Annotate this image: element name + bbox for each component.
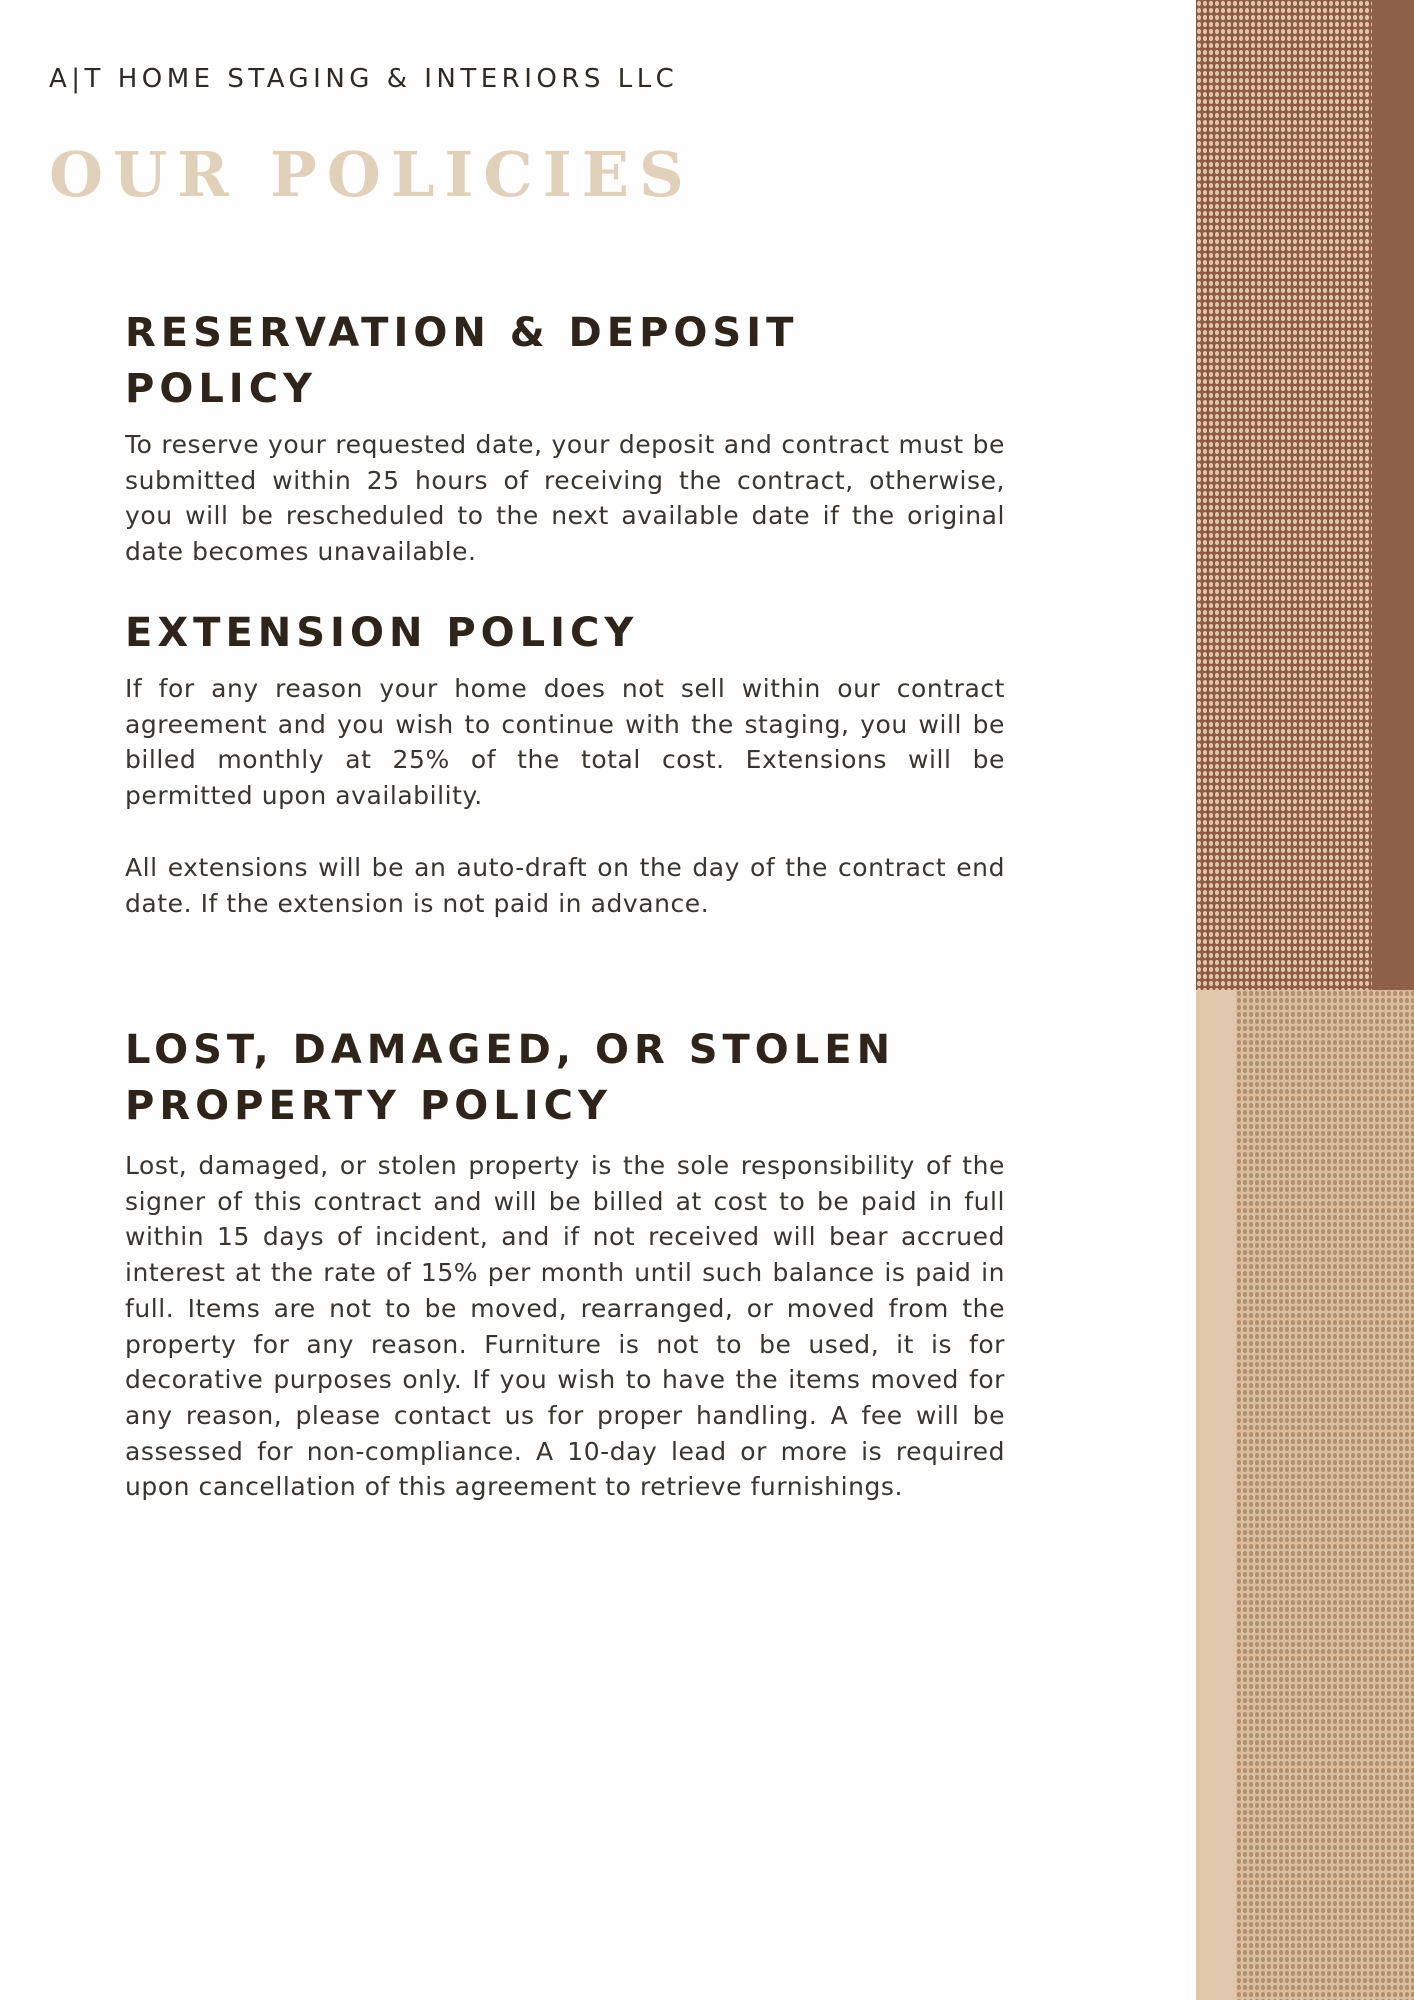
extension-policy-heading: EXTENSION POLICY: [125, 610, 639, 656]
property-policy-text: Lost, damaged, or stolen property is the sole responsibility of the signer of this contract and will be billed at cost to be paid in full within 15 days of incident, and if not received will bear accrued interest at the rate of 15% per month until such balance is paid in full. Items are not to be moved, rearranged, or moved from the property for any reason. Furniture is not to be used, it is for decorative purposes only. If you wish to have the items moved for any reason, please contact us for proper handling. A fee will be assessed for non-compliance. A 10-day lead or more is required upon cancellation of this agreement to retrieve furnishings.: [125, 1151, 1005, 1502]
extension-policy-text: If for any reason your home does not sell within our contract agreement and you wish to continue with the staging, you will be billed monthly at 25% of the total cost. Extensions will be permitted upon availability.: [125, 674, 1005, 811]
extension-autodraft-text: All extensions will be an auto-draft on the day of the contract end date. If the extension is not paid in advance.: [125, 852, 1005, 918]
property-policy-heading-line2: PROPERTY POLICY: [125, 1083, 612, 1129]
reservation-policy-section: [125, 305, 1005, 570]
decorative-side-panel: [1196, 0, 1414, 2000]
property-policy-heading: [125, 1022, 1005, 1134]
company-name: A|T HOME STAGING & INTERIORS LLC: [49, 64, 679, 94]
reservation-policy-text: To reserve your requested date, your deposit and contract must be submitted within 25 hours of receiving the contract, otherwise, you will be rescheduled to the next available date if the original date becomes unavailable.: [125, 430, 1005, 567]
brown-accent-stripe: [1372, 0, 1414, 990]
page-title: OUR POLICIES: [49, 138, 694, 211]
reservation-policy-heading: RESERVATION & DEPOSIT POLICY: [125, 310, 799, 412]
property-policy-heading-line1: LOST, DAMAGED, OR STOLEN: [125, 1027, 896, 1073]
extension-policy-section: [125, 605, 1005, 921]
burlap-texture-tan: [1196, 990, 1414, 2000]
burlap-texture-tan-weave: [1236, 990, 1414, 2000]
property-policy-section: [125, 1022, 1005, 1505]
burlap-texture-brown: [1196, 0, 1372, 990]
